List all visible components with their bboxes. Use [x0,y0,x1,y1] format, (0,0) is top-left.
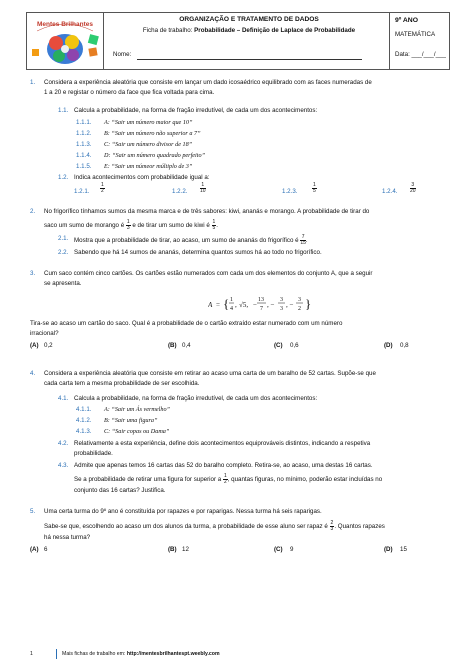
worksheet-subtitle [107,27,391,35]
question-text: Tira-se ao acaso um cartão do saco. Qual é a probabilidade de o cartão extraído estar numerado com um número [30,320,343,327]
denominator: 2 [223,479,227,485]
subquestion-text: Sabendo que há 14 sumos de ananás, determina quantos sumos há ao todo no frigorífico. [74,249,322,256]
option-b-value: 12 [182,546,189,553]
item-number: 4.1.1. [76,406,92,413]
option-b-value: 0,4 [182,342,191,349]
text-part: Sabe-se que, escolhendo ao acaso um dos alunos da turma, a probabilidade de esse aluno ser rapaz é [44,523,328,531]
question-number: 4. [30,370,36,377]
name-label: Nome: [113,51,132,58]
subquestion-number: 1.2. [58,174,69,181]
subquestion-text [74,474,382,485]
subquestion-text: Calcula a probabilidade, na forma de fração irredutível, de cada um dos acontecimentos: [74,107,318,114]
svg-text:7: 7 [260,306,263,312]
fraction [212,220,217,231]
svg-text:Mentes Brilhantes: Mentes Brilhantes [37,21,93,28]
denominator: 5 [212,225,216,231]
svg-text:√5,: √5, [239,301,249,309]
item-number: 1.2.1. [74,188,90,195]
numerator: 1 [212,219,216,225]
item-text: B: “Sair um número não superior a 7” [104,130,201,137]
option-a-label[interactable]: (A) [30,546,39,553]
svg-text:,: , [235,301,237,309]
fraction [100,183,105,194]
question-number: 2. [30,208,36,215]
numerator: 7 [301,234,305,240]
option-b-label[interactable]: (B) [168,342,177,349]
subtitle-prefix: Ficha de trabalho: [142,27,195,34]
numerator: 2 [330,520,334,526]
subquestion-number: 2.1. [58,235,69,242]
item-text: C: “Sair um número divisor de 18” [104,141,193,148]
item-text: A: “Sair um Ás vermelho” [104,406,170,413]
option-d-value: 15 [400,546,407,553]
item-number: 1.2.2. [172,188,188,195]
svg-text:=: = [216,301,220,309]
numerator: 1 [201,182,205,188]
numerator: 1 [313,182,316,188]
svg-text:{: { [223,296,230,311]
item-number: 4.1.2. [76,417,92,424]
subtitle-topic: Probabilidade – Definição de Laplace de Probabilidade [194,27,356,34]
option-c-label[interactable]: (C) [274,342,283,349]
question-text: há nessa turma? [44,534,91,541]
item-text: B: “Sair uma figura” [104,417,158,424]
name-field[interactable] [137,59,362,60]
question-text: se apresenta. [44,280,82,287]
subquestion-text: conjunto das 16 cartas? Justifica. [74,487,166,494]
item-number: 1.1.5. [76,163,92,170]
option-c-value: 0,6 [290,342,299,349]
item-text: D: “Sair um número quadrado perfeito” [104,152,206,159]
fraction [200,183,206,194]
question-text: Cum saco contém cinco cartões. Os cartões estão numerados com cada um dos elementos do conjunto A, que a seguir [44,270,373,277]
option-d-value: 0,8 [400,342,409,349]
denominator: 15 [300,240,306,246]
question-number: 3. [30,270,36,277]
svg-text:1: 1 [230,297,233,303]
question-text: Considera a experiência aleatória que consiste em retirar ao acaso uma carta de um baralho de 52 cartas. Supõe-se que [44,370,376,377]
item-number: 1.1.2. [76,130,92,137]
option-b-label[interactable]: (B) [168,546,177,553]
item-number: 1.1.1. [76,119,92,126]
subquestion-text: Mostra que a probabilidade de tirar, ao acaso, um sumo de ananás do frigorífico é $\frac{7}{15}$ . [74,234,308,246]
subquestion-number: 1.1. [58,107,69,114]
item-text: E: “Sair um númeor múltiplo de 3” [104,163,193,170]
svg-text:}: } [305,296,312,311]
text-part: e de tirar um sumo de kiwi é [132,222,210,230]
denominator: 10 [200,188,206,194]
text-part: , quantas figuras, no mínimo, poderão estar incluídas no [227,476,383,484]
svg-text:, −: , − [286,301,294,309]
option-a-value: 6 [44,546,48,553]
footer-divider [56,649,57,659]
option-c-value: 9 [290,546,294,553]
footer-link[interactable]: http://mentesbrilhantespt.weebly.com [126,651,220,657]
worksheet-header [26,12,450,70]
fraction [126,220,131,231]
item-text: C: “Sair copas ou Dama” [104,428,170,435]
svg-text:4: 4 [230,306,233,312]
svg-text:, −: , − [267,301,275,309]
question-text: irracional? [30,330,59,337]
text-part: saco um sumo de morango é [44,222,125,230]
footer-text [62,651,220,658]
question-text: cada carta tem a mesma probabilidade de ser escolhida. [44,380,200,387]
item-number: 1.1.3. [76,141,92,148]
question-text: 1 a 20 e registar o número da face que fica voltada para cima. [44,89,215,96]
question-text: saco um sumo de morango é $\frac{1}{3}$ e de tirar um sumo de kiwi é $\frac{1}{5}$ . [44,219,219,231]
set-a-formula [208,292,328,318]
question-text: Considera a experiência aleatória que consiste em lançar um dado icosaédrico equilibrado com as faces numeradas de [44,79,372,86]
item-number: 1.2.3. [282,188,298,195]
question-text [44,521,450,532]
denominator: 20 [410,188,416,194]
item-text: A: “Sair um número maior que 10” [104,119,193,126]
denominator: 3 [330,526,334,532]
subquestion-text: Indica acontecimentos com probabilidade igual a: [74,174,210,181]
option-d-label[interactable]: (D) [384,342,393,349]
subquestion-text: Calcula a probabilidade, na forma de fração irredutível, de cada um dos acontecimentos: [74,395,318,402]
subquestion-number: 4.1. [58,395,69,402]
date-field[interactable]: Data: ___/___/___ [395,51,446,58]
numerator: 3 [411,182,415,188]
subject-label: MATEMÁTICA [395,31,436,38]
text-part: . Quantos rapazes [334,523,385,531]
option-c-label[interactable]: (C) [274,546,283,553]
svg-text:−: − [253,301,257,309]
subquestion-number: 4.3. [58,462,69,469]
footer-prefix: Mais fichas de trabalho em: [62,651,127,657]
svg-text:3: 3 [280,297,283,303]
question-number: 1. [30,79,36,86]
subquestion-text: Relativamente a esta experiência, define dois acontecimentos equiprováveis distintos, indicando a respetiva [74,440,371,447]
subquestion-number: 2.2. [58,249,69,256]
item-number: 1.1.4. [76,152,92,159]
denominator: 3 [126,225,130,231]
option-a-value: 0,2 [44,342,53,349]
svg-text:A: A [208,301,213,309]
option-d-label[interactable]: (D) [384,546,393,553]
numerator: 1 [101,182,104,188]
svg-text:13: 13 [258,297,264,303]
numerator: 1 [126,219,130,225]
question-number: 5. [30,508,36,515]
svg-text:2: 2 [298,306,301,312]
subquestion-text: probabilidade. [74,450,113,457]
text-part: Mostra que a probabilidade de tirar, ao acaso, um sumo de ananás do frigorífico é [74,237,299,245]
grade-label: 9º ANO [395,17,419,24]
numerator: 1 [223,473,227,479]
subquestion-number: 4.2. [58,440,69,447]
page-number: 1 [30,651,33,657]
item-number: 1.2.4. [382,188,398,195]
worksheet-title: ORGANIZAÇÃO E TRATAMENTO DE DADOS [179,16,319,23]
question-text: Uma certa turma do 9º ano é constituída por rapazes e por raparigas. Nessa turma há seis raparigas. [44,508,322,515]
question-text: No frigorífico tínhamos sumos da mesma marca e de três sabores: kiwi, ananás e morango. A probabilidade de tirar do [44,208,370,215]
denominator: 2 [101,188,104,194]
text-part: Se a probabilidade de retirar uma figura for superior a [74,476,222,484]
item-number: 4.1.3. [76,428,92,435]
svg-text:3: 3 [298,297,301,303]
option-a-label[interactable]: (A) [30,342,39,349]
denominator: 5 [313,188,316,194]
fraction [300,235,306,246]
fraction [410,183,416,194]
fraction [312,183,317,194]
subquestion-text: Admite que apenas temos 16 cartas das 52 do baralho completo. Retira-se, ao acaso, uma destas 16 cartas. [74,462,373,469]
svg-text:3: 3 [280,306,283,312]
mentes-brilhantes-logo [29,15,101,67]
